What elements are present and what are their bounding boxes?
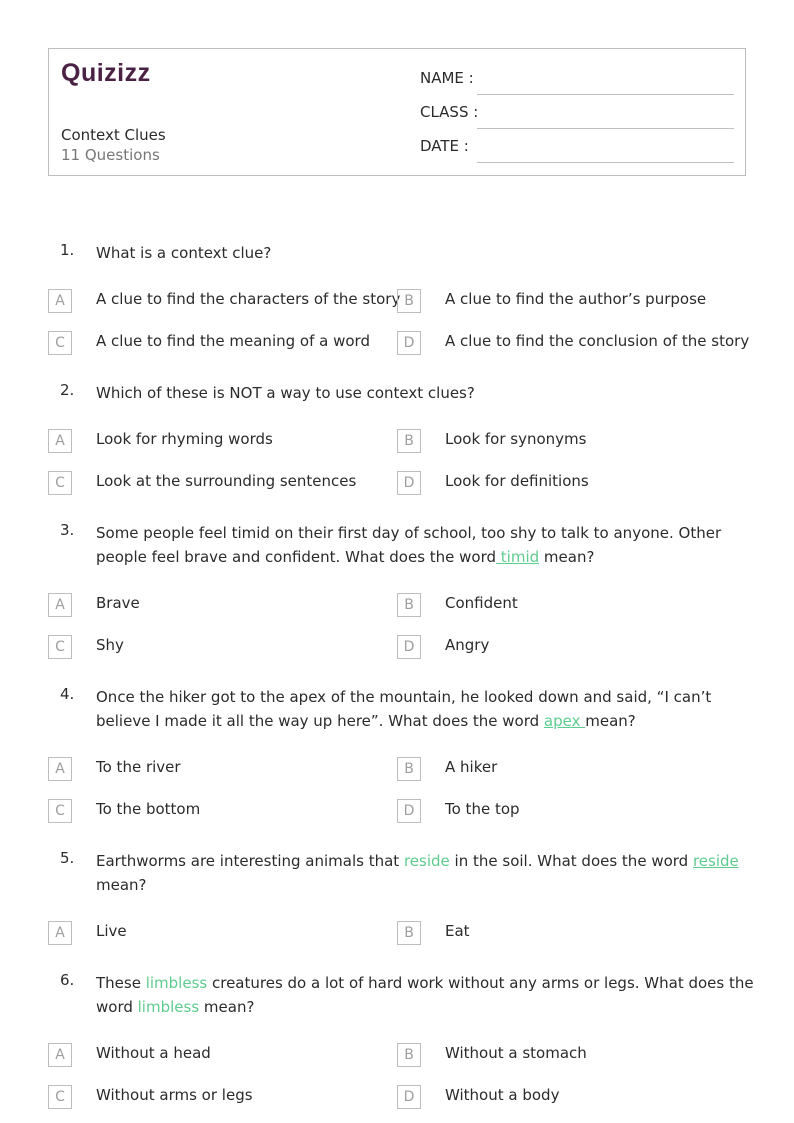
- question-text: [96, 521, 756, 569]
- question-text-segment: mean?: [96, 876, 147, 894]
- highlighted-word: limbless: [137, 998, 200, 1016]
- option-text: Brave: [96, 594, 140, 612]
- option-text: Look for rhyming words: [96, 430, 273, 448]
- highlighted-word: timid: [496, 548, 540, 566]
- question-text: [96, 241, 756, 265]
- option-letter-box[interactable]: A: [48, 921, 72, 945]
- option-text: Look for synonyms: [445, 430, 587, 448]
- option-letter-box[interactable]: A: [48, 757, 72, 781]
- option-letter-box[interactable]: D: [397, 635, 421, 659]
- date-label: DATE :: [420, 137, 469, 155]
- question-text: [96, 381, 756, 405]
- option-letter-box[interactable]: D: [397, 471, 421, 495]
- option-letter-box[interactable]: C: [48, 331, 72, 355]
- question-text-segment: These: [96, 974, 146, 992]
- class-line[interactable]: [477, 128, 734, 129]
- option-letter-box[interactable]: C: [48, 471, 72, 495]
- option-text: Angry: [445, 636, 490, 654]
- name-field[interactable]: [420, 69, 734, 91]
- question-text: [96, 849, 756, 897]
- worksheet-title: Context Clues: [61, 126, 166, 144]
- highlighted-word: reside: [692, 852, 739, 870]
- option-letter-box[interactable]: D: [397, 331, 421, 355]
- question-number: 1.: [60, 241, 75, 259]
- date-line[interactable]: [477, 162, 734, 163]
- option-text: Eat: [445, 922, 470, 940]
- option-letter-box[interactable]: C: [48, 1085, 72, 1109]
- option-text: To the bottom: [96, 800, 201, 818]
- option-text: Without a body: [445, 1086, 560, 1104]
- question-text: [96, 971, 756, 1019]
- option-letter-box[interactable]: B: [397, 593, 421, 617]
- option-letter-box[interactable]: B: [397, 289, 421, 313]
- option-text: A clue to find the characters of the story: [96, 290, 401, 308]
- question-text-segment: mean?: [585, 712, 636, 730]
- option-letter-box[interactable]: C: [48, 635, 72, 659]
- question-count: 11 Questions: [61, 146, 160, 164]
- highlighted-word: reside: [403, 852, 450, 870]
- question-number: 2.: [60, 381, 75, 399]
- highlighted-word: apex: [543, 712, 586, 730]
- option-text: Look for definitions: [445, 472, 589, 490]
- name-label: NAME :: [420, 69, 474, 87]
- option-letter-box[interactable]: A: [48, 289, 72, 313]
- worksheet-header: [48, 48, 746, 176]
- option-text: Without a head: [96, 1044, 211, 1062]
- question-text: [96, 685, 756, 733]
- option-letter-box[interactable]: D: [397, 1085, 421, 1109]
- option-letter-box[interactable]: A: [48, 593, 72, 617]
- option-text: A hiker: [445, 758, 498, 776]
- option-text: To the river: [96, 758, 181, 776]
- option-letter-box[interactable]: B: [397, 429, 421, 453]
- question-text-segment: Earthworms are interesting animals that: [96, 852, 404, 870]
- option-text: Look at the surrounding sentences: [96, 472, 357, 490]
- option-letter-box[interactable]: A: [48, 429, 72, 453]
- option-text: Without a stomach: [445, 1044, 587, 1062]
- highlighted-word: limbless: [145, 974, 208, 992]
- option-letter-box[interactable]: B: [397, 1043, 421, 1067]
- option-letter-box[interactable]: D: [397, 799, 421, 823]
- option-letter-box[interactable]: A: [48, 1043, 72, 1067]
- question-text-segment: What is a context clue?: [96, 244, 272, 262]
- option-text: Without arms or legs: [96, 1086, 253, 1104]
- option-text: A clue to find the conclusion of the story: [445, 332, 750, 350]
- question-text-segment: in the soil. What does the word: [449, 852, 693, 870]
- option-text: Confident: [445, 594, 518, 612]
- question-number: 3.: [60, 521, 75, 539]
- date-field[interactable]: [420, 137, 734, 159]
- question-text-segment: creatures do a lot of hard work without any arms or legs. What does the word: [96, 974, 754, 1016]
- option-text: A clue to find the meaning of a word: [96, 332, 370, 350]
- quizizz-logo: Quizizz: [61, 59, 151, 87]
- question-text-segment: Once the hiker got to the apex of the mountain, he looked down and said, “I can’t believe I made it all the way up here”. What does the word: [96, 688, 712, 730]
- name-line[interactable]: [477, 94, 734, 95]
- class-label: CLASS :: [420, 103, 479, 121]
- option-text: Shy: [96, 636, 124, 654]
- class-field[interactable]: [420, 103, 734, 125]
- option-text: A clue to find the author’s purpose: [445, 290, 707, 308]
- question-text-segment: mean?: [539, 548, 595, 566]
- question-number: 4.: [60, 685, 75, 703]
- question-number: 6.: [60, 971, 75, 989]
- question-text-segment: Some people feel timid on their first day of school, too shy to talk to anyone. Other people feel brave and confident. What does the word: [96, 524, 722, 566]
- question-number: 5.: [60, 849, 75, 867]
- option-letter-box[interactable]: B: [397, 921, 421, 945]
- question-text-segment: mean?: [199, 998, 255, 1016]
- option-letter-box[interactable]: C: [48, 799, 72, 823]
- question-text-segment: Which of these is NOT a way to use context clues?: [96, 384, 475, 402]
- option-letter-box[interactable]: B: [397, 757, 421, 781]
- option-text: Live: [96, 922, 127, 940]
- option-text: To the top: [445, 800, 520, 818]
